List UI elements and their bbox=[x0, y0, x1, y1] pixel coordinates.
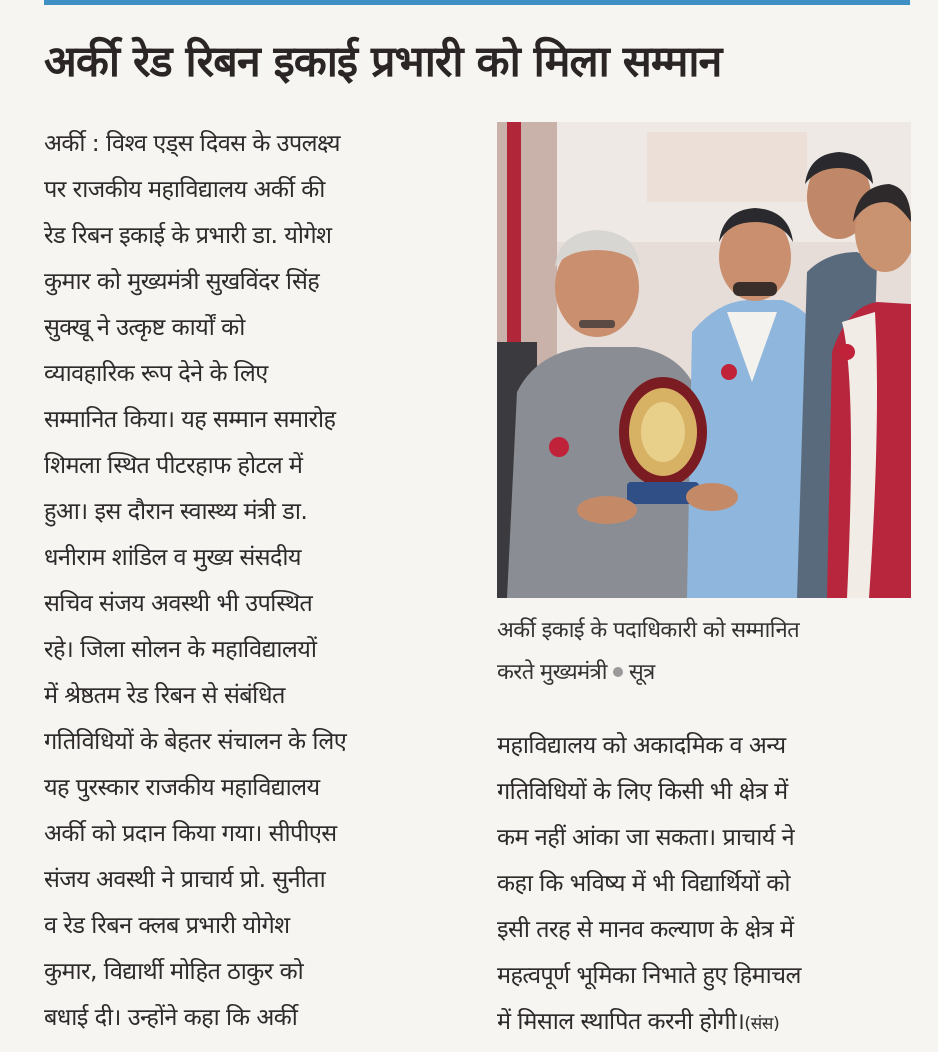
article-body-right-column bbox=[497, 722, 917, 1044]
caption-source: सूत्र bbox=[628, 660, 655, 685]
body-line: अर्की को प्रदान किया गया। सीपीएस bbox=[44, 819, 337, 847]
article-headline: अर्की रेड रिबन इकाई प्रभारी को मिला सम्मान bbox=[44, 37, 722, 87]
body-line: बधाई दी। उन्होंने कहा कि अर्की bbox=[44, 1003, 298, 1031]
body-line: धनीराम शांडिल व मुख्य संसदीय bbox=[44, 543, 301, 571]
body-line: शिमला स्थित पीटरहाफ होटल में bbox=[44, 451, 303, 479]
body-line: कुमार को मुख्यमंत्री सुखविंदर सिंह bbox=[44, 267, 320, 295]
photo-illustration bbox=[497, 122, 911, 598]
body-line: व रेड रिबन क्लब प्रभारी योगेश bbox=[44, 911, 290, 939]
body-line: सुक्खू ने उत्कृष्ट कार्यों को bbox=[44, 313, 245, 341]
photo-caption bbox=[497, 610, 917, 694]
body-last-text: में मिसाल स्थापित करनी होगी। bbox=[497, 1007, 745, 1035]
caption-line: अर्की इकाई के पदाधिकारी को सम्मानित bbox=[497, 618, 800, 643]
caption-text: करते मुख्यमंत्री bbox=[497, 660, 607, 685]
body-line: महत्वपूर्ण भूमिका निभाते हुए हिमाचल bbox=[497, 961, 801, 989]
body-line: सचिव संजय अवस्थी भी उपस्थित bbox=[44, 589, 313, 617]
top-accent-rule bbox=[44, 0, 910, 5]
byline-sign: (संस) bbox=[744, 1014, 780, 1034]
body-line: सम्मानित किया। यह सम्मान समारोह bbox=[44, 405, 336, 433]
body-line: हुआ। इस दौरान स्वास्थ्य मंत्री डा. bbox=[44, 497, 308, 525]
body-line: व्यावहारिक रूप देने के लिए bbox=[44, 359, 268, 387]
body-line: में श्रेष्ठतम रेड रिबन से संबंधित bbox=[44, 681, 285, 709]
body-line: संजय अवस्थी ने प्राचार्य प्रो. सुनीता bbox=[44, 865, 326, 893]
body-line: पर राजकीय महाविद्यालय अर्की की bbox=[44, 175, 325, 203]
body-line: यह पुरस्कार राजकीय महाविद्यालय bbox=[44, 773, 320, 801]
article-body-left-column bbox=[44, 120, 464, 1040]
body-line: कुमार, विद्यार्थी मोहित ठाकुर को bbox=[44, 957, 304, 985]
body-line: रेड रिबन इकाई के प्रभारी डा. योगेश bbox=[44, 221, 332, 249]
body-line: गतिविधियों के लिए किसी भी क्षेत्र में bbox=[497, 777, 788, 805]
body-line: रहे। जिला सोलन के महाविद्यालयों bbox=[44, 635, 317, 663]
award-ceremony-photo bbox=[497, 122, 911, 598]
body-line: कहा कि भविष्य में भी विद्यार्थियों को bbox=[497, 869, 790, 897]
body-line: अर्की : विश्व एड्स दिवस के उपलक्ष्य bbox=[44, 129, 340, 157]
bullet-icon bbox=[613, 667, 623, 677]
body-line: गतिविधियों के बेहतर संचालन के लिए bbox=[44, 727, 347, 755]
body-line: कम नहीं आंका जा सकता। प्राचार्य ने bbox=[497, 823, 795, 851]
caption-line bbox=[497, 652, 917, 694]
body-line: इसी तरह से मानव कल्याण के क्षेत्र में bbox=[497, 915, 794, 943]
page-edge bbox=[938, 0, 952, 1052]
body-line: महाविद्यालय को अकादमिक व अन्य bbox=[497, 731, 786, 759]
body-line-last bbox=[497, 998, 917, 1044]
